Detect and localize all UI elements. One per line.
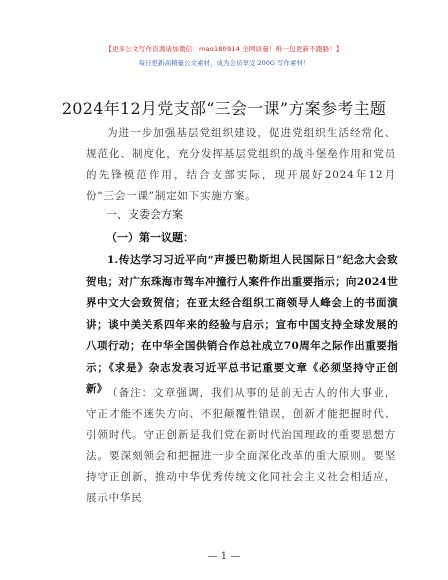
- intro-paragraph: 为进一步加强基层党组织建设，促进党组织生活经常化、规范化、制度化，充分发挥基层党组织的战斗堡垒作用和党员的先锋模范作用，结合支部实际，现开展好2024年12月份“三会一课”制定如下实施方案。: [86, 127, 396, 202]
- promo-banner-line2: 每日更新高精量公文素材，成为会员享受 200G 写作素材！: [138, 59, 310, 67]
- document-title: 2024年12月党支部“三会一课”方案参考主题: [61, 99, 387, 118]
- agenda-item-1: 1.传达学习习近平向“声援巴勒斯坦人民国际日”纪念大会致贺电；对广东珠海市驾车冲撞行人案件作出重要指示；向2024世界中文大会致贺信；在亚太经合组织工商领导人峰会上的书面演讲；谈中美关系四年来的经验与启示；宣布中国支持全球发展的八项行动；在中华全国供销合作总社成立70周年之际作出重要指示；《求是》杂志发表习近平总书记重要文章《必须坚持守正创新》: [86, 254, 398, 395]
- subsection-heading: （一）第一议题：: [106, 231, 194, 244]
- page-number: — 1 —: [207, 551, 241, 562]
- section-heading: 一、支委会方案: [106, 208, 183, 221]
- promo-banner-line1: 【更多公文写作资源请加微信：mao180914 全网质量！唯一包更新不跑路！】: [105, 45, 343, 53]
- note-paragraph: （备注：文章强调，我们从事的是前无古人的伟大事业，守正才能不迷失方向、不犯颠覆性错误，创新才能把握时代、引领时代。守正创新是我们党在新时代治国理政的重要思想方法。要深刻领会和把握进一步全面深化改革的重大原则。要坚持守正创新，推动中华优秀传统文化同社会主义社会相适应，展示中华民: [86, 387, 396, 504]
